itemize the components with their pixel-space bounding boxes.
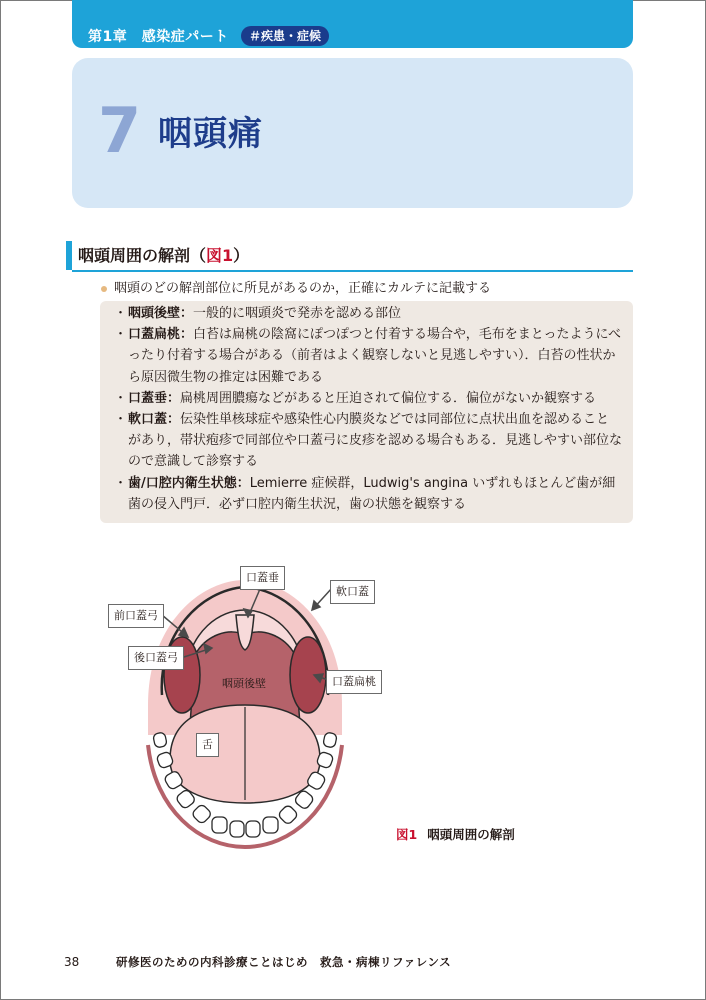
note-term: 口蓋垂： <box>128 390 181 406</box>
topic-tag: ＃疾患・症候 <box>241 26 329 46</box>
note-item-tonsil <box>114 324 622 388</box>
section-heading <box>78 244 249 268</box>
note-text: Lemierre 症候群，Ludwig's angina いずれもほとんど歯が細菌の侵入門戸．必ず口腔内衛生状況，歯の状態を観察する <box>128 475 616 512</box>
figure-caption-text: 咽頭周囲の解剖 <box>427 827 515 842</box>
note-item-soft-palate <box>114 409 622 473</box>
section-marker <box>66 241 72 270</box>
note-term: 咽頭後壁： <box>128 306 194 321</box>
note-text: 白苔は扁桃の陰窩にぽつぽつと付着する場合や，毛布をまとったようにべったり付着する場合がある（前者はよく観察しないと見逃しやすい）．白苔の性状から原因微生物の推定は困難である <box>128 327 621 385</box>
note-item-posterior-wall <box>114 303 622 324</box>
note-term: 口蓋扁桃： <box>128 327 194 343</box>
tooth <box>230 821 244 837</box>
page-title: 咽頭痛 <box>158 114 263 154</box>
book-title: 研修医のための内科診療ことはじめ 救急・病棟リファレンス <box>116 955 452 969</box>
note-term: 軟口蓋： <box>128 412 181 428</box>
label-soft-palate: 軟口蓋 <box>330 580 375 604</box>
tooth <box>277 804 298 825</box>
section-heading-text: 咽頭周囲の解剖（ <box>78 246 207 265</box>
note-text: 扁桃周囲膿瘍などがあると圧迫されて偏位する．偏位がないか観察する <box>180 390 597 406</box>
title-box <box>72 58 633 208</box>
section-rule <box>72 270 633 272</box>
tooth <box>246 821 260 837</box>
label-posterior-wall: 咽頭後壁 <box>222 677 266 690</box>
title-number: 7 <box>98 94 142 167</box>
figure-number: 図1 <box>396 827 418 842</box>
tooth <box>191 803 212 824</box>
label-tonsil: 口蓋扁桃 <box>326 670 382 694</box>
note-term: 歯/口腔内衛生状態： <box>128 475 250 491</box>
label-tongue: 舌 <box>196 733 219 757</box>
notes-list <box>114 303 622 515</box>
note-text: 伝染性単核球症や感染性心内膜炎などでは同部位に点状出血を認めることがあり，帯状疱疹で同部位や口蓋弓に皮疹を認める場合もある．見逃しやすい部位なので意識して診察する <box>128 412 623 470</box>
label-posterior-arch: 後口蓋弓 <box>128 646 184 670</box>
section-figure-ref: 図1 <box>206 246 234 265</box>
note-text: 一般的に咽頭炎で発赤を認める部位 <box>193 306 402 321</box>
page-number: 38 <box>64 955 80 969</box>
label-anterior-arch: 前口蓋弓 <box>108 604 164 628</box>
note-item-uvula <box>114 388 622 409</box>
lead-text: 咽頭のどの解剖部位に所見があるのか，正確にカルテに記載する <box>114 281 492 296</box>
bullet-dot-icon <box>101 286 107 292</box>
tooth <box>263 817 278 833</box>
chapter-label: 第1章 感染症パート <box>88 29 229 45</box>
note-item-teeth-hygiene <box>114 473 622 515</box>
tooth <box>212 817 227 833</box>
label-uvula: 口蓋垂 <box>240 566 285 590</box>
section-heading-close: ） <box>233 246 250 265</box>
figure-caption <box>396 826 515 844</box>
